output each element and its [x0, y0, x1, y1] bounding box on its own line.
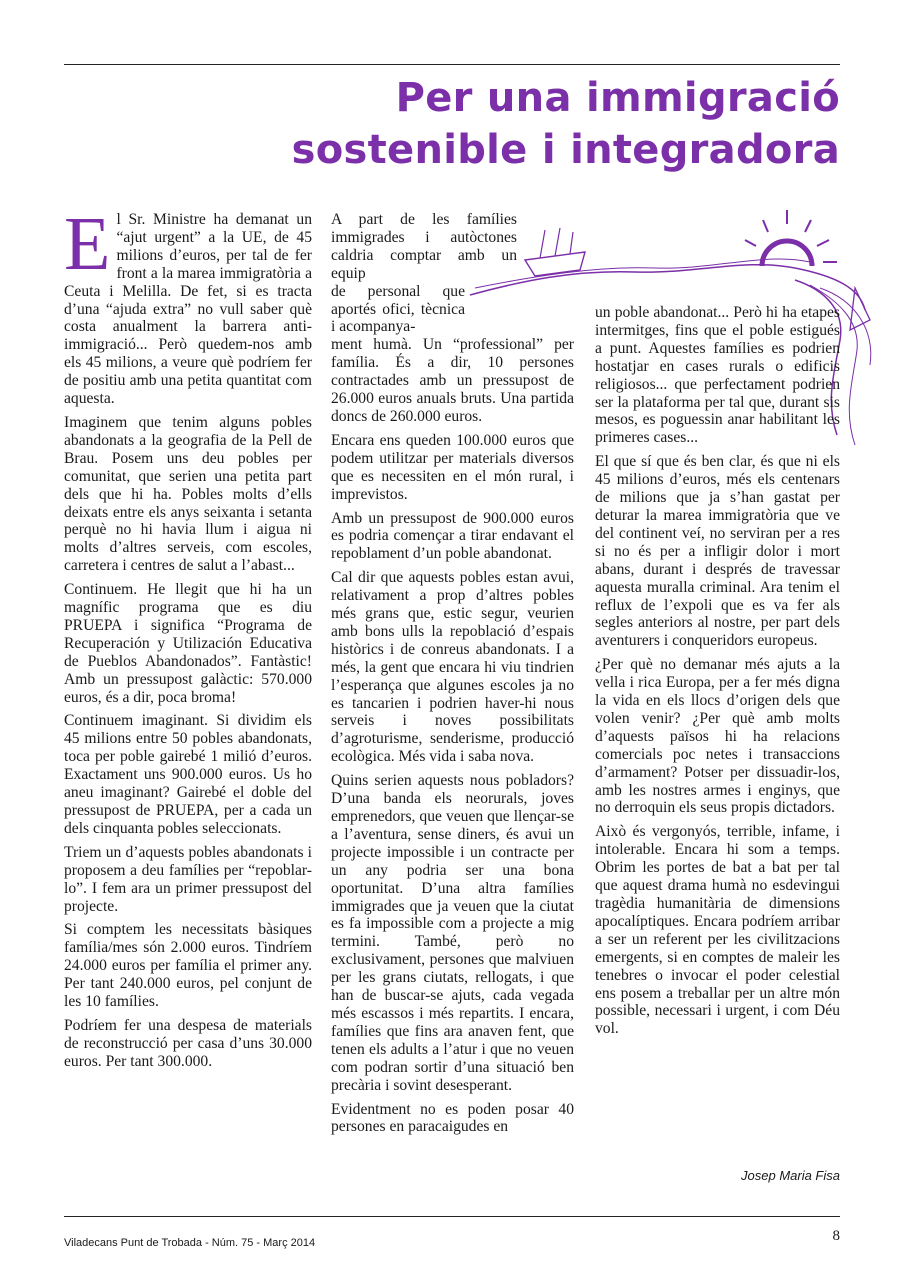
paragraph: Cal dir que aquests pobles estan avui, relativament a prop d’altres pobles més grans que, estic segur, veurien amb bons ulls la repoblació d’espais històrics i de conreus abandonats. I a més, la gent que encara hi viu tindrien l’esperança que algunes escoles ja no es tancarien i podrien haver-hi nous serveis i noves possibilitats d’agroturisme, senderisme, producció ecològica. Més vida i saba nova. [331, 569, 574, 766]
article-title [292, 72, 840, 176]
paragraph-text: de personal que aportés ofici, tècnica i acompanya- [331, 282, 465, 336]
column-1 [64, 202, 312, 1077]
title-line-2: sostenible i integradora [291, 127, 840, 173]
page-number: 8 [832, 1228, 840, 1244]
paragraph: Encara ens queden 100.000 euros que podem utilitzar per materials diversos que es necessiten en el món rural, i imprevistos. [331, 431, 574, 503]
paragraph: Això és vergonyós, terrible, infame, i intolerable. Encara hi som a temps. Obrim les portes de bat a bat per tal que aquest drama humà no esdevingui tragèdia humanitària de dimensions apocalíptiques. Encara podríem arribar a ser un referent per les civilitzacions emergents, si en comptes de maleir les tenebres o invocar el poder celestial ens posem a treballar per un altre món possible, necessari i urgent, i com Déu vol. [595, 823, 840, 1038]
column-3 [595, 304, 840, 1044]
author-signature: Josep Maria Fisa [741, 1168, 840, 1183]
paragraph: Si comptem les necessitats bàsiques família/mes són 2.000 euros. Tindríem 24.000 euros per família el primer any. Per tant 240.000 euros, pel conjunt de les 10 famílies. [64, 921, 312, 1011]
paragraph: un poble abandonat... Però hi ha etapes intermitges, fins que el poble estigués a punt. Aquestes famílies es podrien hostatjar en cases rurals o edificis religiosos... que perfectament podrien ser la plataforma per tal que, durant sis mesos, es poguessin anar habilitant les primeres cases... [595, 304, 840, 447]
paragraph-text: l Sr. Ministre ha demanat un “ajut urgent” a la UE, de 45 milions d’euros, per tal de fer front a la marea immigratòria a Ceuta i Melilla. De fet, si es tracta d’una “ajuda extra” no vull saber què costa anualment la barrera anti-immigració... Però quedem-nos amb els 45 milions, a veure què podríem fer de positiu amb una petita quantitat com aquesta. [64, 211, 312, 408]
paragraph: ¿Per què no demanar més ajuts a la vella i rica Europa, per a fer més digna la vida en els llocs d’origen dels que volen venir? ¿Per què amb molts d’aquests països hi ha relacions comercials poc netes i transaccions d’armament? Potser per dissuadir-los, amb les nostres armes i enginys, que no derroquin els seus propis dictadors. [595, 656, 840, 817]
paragraph: Quins serien aquests nous pobladors? D’una banda els neorurals, joves emprenedors, que veuen que llençar-se a l’aventura, sense diners, és avui un projecte impossible i un contracte per un any podria ser una bona oportunitat. D’una altra famílies immigrades que ja veuen que la ciutat es fa impossible com a projecte a mig termini. També, però no exclusivament, persones que malviuen per les grans ciutats, rellogats, i que han de buscar-se ajuts, cada vegada més escassos i més repartits. I encara, famílies que fins ara anaven fent, que tenen els adults a l’atur i que no veuen com podran sortir d’una situació ben precària i sovint desesperant. [331, 772, 574, 1094]
paragraph: Continuem. He llegit que hi ha un magnífic programa que es diu PRUEPA i significa “Programa de Recuperación y Utilización Educativa de Pueblos Abandonados”. Fantàstic! Amb un pressupost galàctic: 570.000 euros, és a dir, poca broma! [64, 581, 312, 706]
paragraph [64, 202, 312, 408]
title-line-1: Per una immigració [395, 75, 840, 121]
drop-cap: E [64, 202, 111, 286]
paragraph: Amb un pressupost de 900.000 euros es podria començar a tirar endavant el repoblament d’un poble abandonat. [331, 509, 574, 563]
paragraph: El que sí que és ben clar, és que ni els 45 milions d’euros, més els centenars de milions que ja s’han gastat per deturar la marea immigratòria que ve del continent veí, no serviran per a res si no és per a infligir dolor i mort abans, durant i després de travessar aquesta muralla criminal. Ara tenim el reflux de l’expoli que es va fer als segles anteriors al nostre, per part dels aventurers i conqueridors europeus. [595, 453, 840, 650]
paragraph-text: A part de les famílies immigrades i autòctones caldria comptar amb un equip [331, 211, 517, 282]
paragraph: Continuem imaginant. Si dividim els 45 milions entre 50 pobles abandonats, toca per poble gairebé 1 milió d’euros. Exactament uns 900.000 euros. Us ho aneu imaginant? Gairebé el doble del pressupost de PRUEPA, per a cada un dels cinquanta pobles seleccionats. [64, 712, 312, 837]
paragraph: Evidentment no es poden posar 40 persones en paracaigudes en [331, 1100, 574, 1136]
paragraph: Podríem fer una despesa de materials de reconstrucció per casa d’uns 30.000 euros. Per tant 300.000. [64, 1016, 312, 1070]
footer-text: Viladecans Punt de Trobada - Núm. 75 - Març 2014 [64, 1237, 316, 1249]
paragraph: Imaginem que tenim alguns pobles abandonats a la geografia de la Pell de Brau. Posem uns deu pobles per comunitat, que serien una petita part dels que hi ha. Pobles molts d’ells deixats entre els anys seixanta i setanta perquè no hi havia llum i aigua ni molts d’altres serveis, com escoles, carretera i centres de salut a l’abast... [64, 413, 312, 575]
paragraph: Triem un d’aquests pobles abandonats i proposem a deu famílies per “repoblar-lo”. I fem ara un primer pressupost del projecte. [64, 843, 312, 915]
paragraph [331, 211, 574, 426]
paragraph-text: ment humà. Un “professional” per família. És a dir, 10 persones contractades amb un pressupost de 26.000 euros anuals bruts. Una partida doncs de 260.000 euros. [331, 336, 574, 425]
bottom-rule [64, 1216, 840, 1217]
column-2 [331, 211, 574, 1142]
top-rule [64, 64, 840, 65]
